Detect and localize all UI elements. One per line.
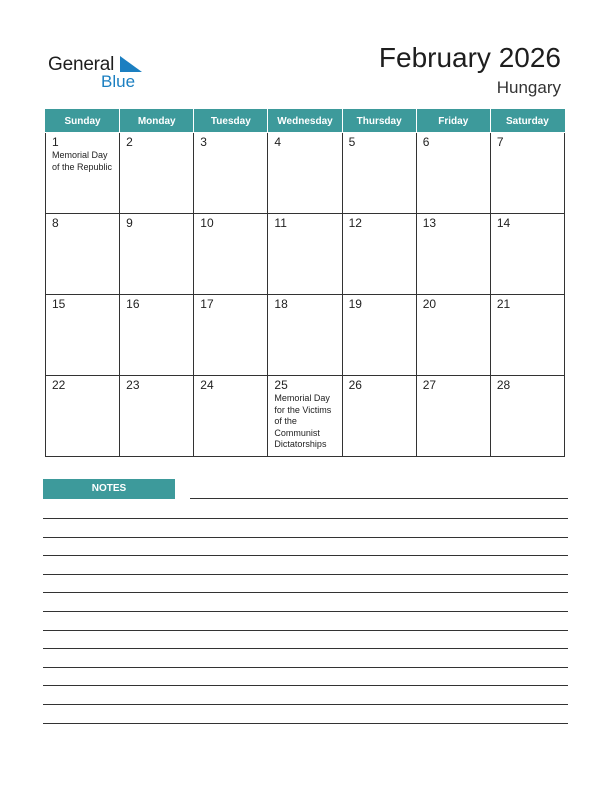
day-number: 13	[422, 216, 437, 230]
notes-line	[43, 574, 568, 575]
day-cell	[416, 376, 490, 457]
weekday-header: Tuesday	[194, 110, 268, 133]
day-cell	[490, 133, 564, 214]
calendar-grid	[45, 109, 565, 457]
weekday-header: Sunday	[46, 110, 120, 133]
day-cell	[342, 214, 416, 295]
day-number: 24	[200, 378, 214, 392]
brand-blue-text: Blue	[101, 72, 136, 91]
notes-line	[43, 667, 568, 668]
day-number: 3	[200, 135, 207, 149]
day-cell	[194, 214, 268, 295]
day-cell	[342, 295, 416, 376]
notes-line	[43, 648, 568, 649]
day-cell	[342, 376, 416, 457]
day-number: 14	[496, 216, 511, 230]
notes-line	[43, 592, 568, 593]
day-number: 12	[348, 216, 362, 230]
day-cell	[120, 295, 194, 376]
day-number: 11	[274, 216, 287, 230]
day-cell	[268, 214, 342, 295]
day-number: 18	[274, 297, 288, 311]
week-row	[46, 133, 565, 214]
day-cell	[342, 133, 416, 214]
brand-logo	[48, 52, 158, 94]
notes-line	[190, 498, 568, 499]
day-number: 2	[126, 135, 133, 149]
weekday-header: Friday	[416, 110, 490, 133]
holiday-label: Memorial Day of the Republic	[52, 150, 113, 172]
day-cell	[120, 133, 194, 214]
country-name: Hungary	[496, 78, 561, 97]
notes-line	[43, 630, 568, 631]
notes-line	[43, 685, 568, 686]
day-number: 19	[348, 297, 362, 311]
notes-line	[43, 555, 568, 556]
day-cell	[416, 133, 490, 214]
day-number: 28	[496, 378, 511, 392]
day-cell	[416, 214, 490, 295]
day-number: 25	[274, 378, 288, 392]
week-row	[46, 214, 565, 295]
notes-line	[43, 611, 568, 612]
day-number: 10	[200, 216, 214, 230]
day-cell	[490, 376, 564, 457]
day-number: 22	[52, 378, 66, 392]
day-number: 26	[348, 378, 362, 392]
notes-line	[43, 518, 568, 519]
notes-label: NOTES	[43, 479, 175, 499]
day-number: 7	[496, 135, 504, 149]
day-cell	[46, 133, 120, 214]
day-cell	[120, 214, 194, 295]
day-number: 5	[348, 135, 356, 149]
weekday-header: Thursday	[342, 110, 416, 133]
notes-line	[43, 723, 568, 724]
day-cell	[416, 295, 490, 376]
day-number: 8	[52, 216, 59, 230]
notes-line	[43, 704, 568, 705]
day-cell	[194, 133, 268, 214]
day-cell	[268, 133, 342, 214]
weekday-header: Wednesday	[268, 110, 342, 133]
day-number: 4	[274, 135, 282, 149]
weekday-header: Saturday	[490, 110, 564, 133]
day-cell	[194, 295, 268, 376]
week-row	[46, 295, 565, 376]
day-cell	[46, 295, 120, 376]
day-number: 1	[52, 135, 59, 149]
day-number: 9	[126, 216, 133, 230]
week-row	[46, 376, 565, 457]
day-number: 27	[422, 378, 437, 392]
day-number: 16	[126, 297, 140, 311]
day-number: 17	[200, 297, 214, 311]
day-number: 23	[126, 378, 140, 392]
day-cell	[490, 214, 564, 295]
day-cell	[120, 376, 194, 457]
page-title: February 2026	[378, 42, 561, 73]
day-number: 15	[52, 297, 66, 311]
day-number: 20	[422, 297, 437, 311]
weekday-header: Monday	[120, 110, 194, 133]
brand-general-text: General	[48, 54, 115, 75]
triangle-flag-icon	[120, 56, 142, 72]
day-number: 21	[496, 297, 511, 311]
day-cell	[46, 214, 120, 295]
day-cell	[490, 295, 564, 376]
day-cell	[268, 295, 342, 376]
holiday-label: Memorial Day for the Victims of the Communist Dictatorships	[274, 393, 332, 449]
day-cell	[46, 376, 120, 457]
day-number: 6	[422, 135, 430, 149]
day-cell	[268, 376, 342, 457]
notes-line	[43, 537, 568, 538]
weekday-header-row	[46, 110, 565, 133]
day-cell	[194, 376, 268, 457]
